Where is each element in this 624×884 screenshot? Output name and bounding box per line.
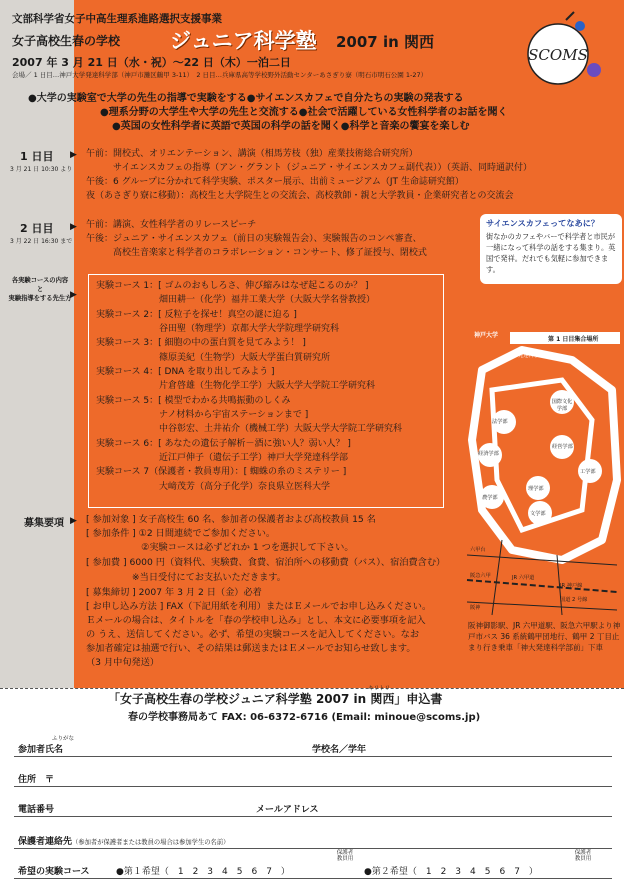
course-line: 実験コース 2：[ 反粒子を探せ！真空の謎に迫る ] [96, 310, 297, 320]
requirement-line: [ 参加費 ] 6000 円（資料代、実験費、食費、宿泊所への移動費（バス）、宿泊費含む） [86, 557, 446, 568]
phone-email-field[interactable] [14, 816, 612, 817]
event-date: 2007 年 3 月 21 日（水・祝）〜22 日（木）一泊二日 [12, 56, 291, 69]
parent-note: 保護者 教員用 [574, 850, 592, 862]
scoms-logo [516, 10, 608, 90]
course-arrow-icon: ▶ [70, 290, 77, 300]
course-line: 実験コース 6：[ あなたの遺伝子解析－酒に強い人？弱い人？ ] [96, 439, 351, 449]
day2-date: 3 月 22 日 16:30 まで [10, 238, 73, 245]
guardian-label-text: 保護者連絡先 [18, 837, 73, 847]
course-line: 実験コース 7（保護者・教員専用）：[ 蜘蛛の糸のミステリー ] [96, 467, 347, 477]
feature-bullet: ●大学の実験室で大学の先生の指導で実験をする●サイエンスカフェで自分たちの実験の発表する [28, 93, 464, 104]
guardian-label [18, 834, 229, 847]
course-line: ナノ材料から宇宙ステーションまで ] [96, 410, 309, 420]
day2-line: 午前：講演、女性科学者のリレースピーチ [86, 220, 257, 230]
course-line: 篠原美紀（生物学）大阪大学蛋白質研究所 [96, 353, 331, 363]
event-venue: 会場／ 1 日目…神戸大学発達科学部（神戸市灘区鶴甲 3-11） 2 日目…兵庫県高等学校野外活動センターあさぎり寮（明石市明石公園 1-27） [12, 71, 428, 79]
first-choice[interactable]: ●第１希望（ 1 2 3 4 5 6 7 ） [116, 867, 290, 877]
course-line: 片倉啓雄（生物化学工学）大阪大学大学院工学研究科 [96, 381, 376, 391]
requirement-line: （3 月中旬発送） [86, 657, 160, 668]
address-label: 住所 〒 [18, 775, 55, 785]
guardian-note: （参加者が保護者または教員の場合は参加学生の名前） [72, 839, 230, 846]
map-road-label: JR 神戸線 [560, 583, 583, 589]
course-side-label: 各実験コースの内容 と 実験指導をする先生方 [8, 277, 72, 302]
course-line: 谷田聖（物理学）京都大学大学院理学研究科 [96, 324, 340, 334]
cut-ruby: キリトリ [368, 686, 391, 692]
requirements-arrow-icon: ▶ [70, 516, 77, 526]
course-line: 中谷彰宏、土井祐介（機械工学）大阪大学大学院工学研究科 [96, 424, 403, 434]
map-road-label: JR 六甲道 [512, 575, 535, 581]
requirement-line: 参加者確定は抽選で行い、その結果は郵送またはＥメールでお知らせ致します。 [86, 643, 416, 654]
logo-text: SCOMS [528, 46, 588, 64]
day1-line: 午前：開校式、オリエンテーション、講演（相馬芳枝（独）産業技術総合研究所） [86, 149, 418, 159]
address-field[interactable] [14, 786, 612, 787]
map-road-label: 国道 2 号線 [560, 597, 588, 603]
access-info: 阪神御影駅、JR 六甲道駅、阪急六甲駅より神戸市バス 36 系統鶴甲団地行、鶴甲 2 丁目止まり行き乗車「神大発達科学部前」下車 [468, 621, 621, 653]
map-road-label: 阪神 [470, 605, 481, 611]
map-building-label: 文学部 [530, 511, 546, 517]
requirement-line: の うえ、送信してください。必ず、希望の実験コースを記入してください。なお [86, 629, 420, 640]
day1-label: 1 日目 [20, 150, 54, 163]
course-line: 大﨑茂芳（高分子化学）奈良県立医科大学 [96, 482, 331, 492]
day2-line: 午後：ジュニア・サイエンスカフェ（前日の実験報告会）、実験報告のコンペ審査、 [86, 234, 422, 244]
requirement-line: [ 参加対象 ] 女子高校生 60 名、参加者の保護者および高校教員 15 名 [86, 514, 376, 525]
day1-line: 夜（あさぎり寮に移動）：高校生と大学院生との交流会、高校教師・親と大学教員・企業研究者との交流会 [86, 191, 514, 201]
map-building-label: 工学部 [580, 469, 596, 475]
map-road-label: 六甲台 [470, 547, 486, 553]
main-title: ジュニア科学塾 [170, 29, 317, 53]
requirement-line: [ 参加条件 ] ①2 日間連続でご参加ください。 [86, 528, 276, 539]
day1-arrow-icon: ▶ [70, 150, 77, 160]
day2-line: 高校生音楽家と科学者のコラボレーション・コンサート、修了証授与、閉校式 [86, 248, 427, 258]
course-line: 畑田耕一（化学）福井工業大学（大阪大学名誉教授） [96, 295, 376, 305]
name-field[interactable] [14, 756, 612, 757]
requirements-label: 募集要項 [24, 518, 64, 529]
feature-bullet: ●理系分野の大学生や大学の先生と交流する●社会で活躍している女性科学者のお話を聞く [100, 107, 508, 118]
course-line: 実験コース 5：[ 模型でわかる共鳴振動のしくみ [96, 396, 291, 406]
requirement-line: [ 募集締切 ] 2007 年 3 月 2 日（金）必着 [86, 587, 262, 598]
map-building-label: 経営学部 [552, 444, 573, 450]
map-hattatsu-label: 発達科学部 [518, 353, 544, 359]
form-fax: 春の学校事務局あて FAX: 06-6372-6716 (Email: minoue@scoms.jp) [128, 712, 481, 723]
day1-line: サイエンスカフェの指導（アン・グラント（ジュニア・サイエンスカフェ副代表））（英語、同時通訳付） [86, 163, 533, 173]
day1-date: 3 月 21 日 10:30 より [10, 166, 73, 173]
map-building-label: 農学部 [482, 495, 498, 501]
science-cafe-title: サイエンスカフェってなあに？ [486, 218, 600, 228]
map-road-label: 阪急六甲 [470, 573, 491, 579]
map-building-label: 経済学部 [478, 451, 499, 457]
form-title: 「女子高校生春の学校ジュニア科学塾 2007 in 関西」申込書 [108, 692, 443, 706]
requirement-line: ②実験コースは必ずどれか 1 つを選択して下さい。 [86, 542, 354, 553]
second-choice[interactable]: ●第２希望（ 1 2 3 4 5 6 7 ） [364, 867, 538, 877]
title-year: 2007 in 関西 [336, 33, 435, 51]
guardian-field[interactable] [14, 848, 612, 849]
name-label: 参加者氏名 [18, 745, 64, 755]
course-choice-line [14, 878, 612, 879]
map-venue-note: 第 1 日目集合場所 [548, 336, 599, 343]
parent-note: 保護者 教員用 [336, 850, 354, 862]
day1-line: 午後：6 グループに分かれて科学実験、ポスター展示、出前ミュージアム（JT 生命誌研究館） [86, 177, 464, 187]
organizer-text: 文部科学省女子中高生理系進路選択支援事業 [12, 13, 222, 25]
science-cafe-box [480, 214, 622, 284]
title-prefix: 女子高校生春の学校 [12, 34, 121, 48]
email-label: メールアドレス [256, 805, 319, 815]
cut-line [0, 688, 624, 689]
phone-label: 電話番号 [18, 805, 55, 815]
school-label: 学校名／学年 [312, 745, 367, 755]
feature-bullet: ●英国の女性科学者に英語で英国の科学の話を聞く●科学と音楽の饗宴を楽しむ [112, 121, 470, 132]
map-building-label: 法学部 [492, 419, 508, 425]
map-building-label: 国際文化学部 [551, 399, 573, 412]
day2-label: 2 日目 [20, 222, 54, 235]
day2-arrow-icon: ▶ [70, 222, 77, 232]
science-cafe-body: 街なかのカフェやバーで科学者と市民が一緒になって科学の話をする集まり。英国で発祥。だれでも気軽に参加できます。 [486, 232, 616, 274]
course-line: 実験コース 1：[ ゴムのおもしろさ、伸び縮みはなぜ起こるのか？ ] [96, 281, 369, 291]
name-ruby: ふりがな [52, 736, 75, 742]
map-building-label: 理学部 [528, 486, 544, 492]
map-university-label: 神戸大学 [474, 332, 499, 339]
course-line: 実験コース 3：[ 細胞の中の蛋白質を見てみよう！ ] [96, 338, 306, 348]
requirement-line: Ｅメールの場合は、タイトルを「春の学校申し込み」とし、本文に必要事項を記入 [86, 615, 426, 626]
requirement-line: ※当日受付にてお支払いただきます。 [86, 572, 286, 583]
requirement-line: [ お申し込み方法 ] FAX（下記用紙を利用）またはＥメールでお申し込みください。 [86, 601, 432, 612]
course-line: 実験コース 4：[ DNA を取り出してみよう ] [96, 367, 275, 377]
course-line: 近江戸伸子（遺伝子工学）神戸大学発達科学部 [96, 453, 349, 463]
course-choice-label: 希望の実験コース [18, 867, 90, 877]
